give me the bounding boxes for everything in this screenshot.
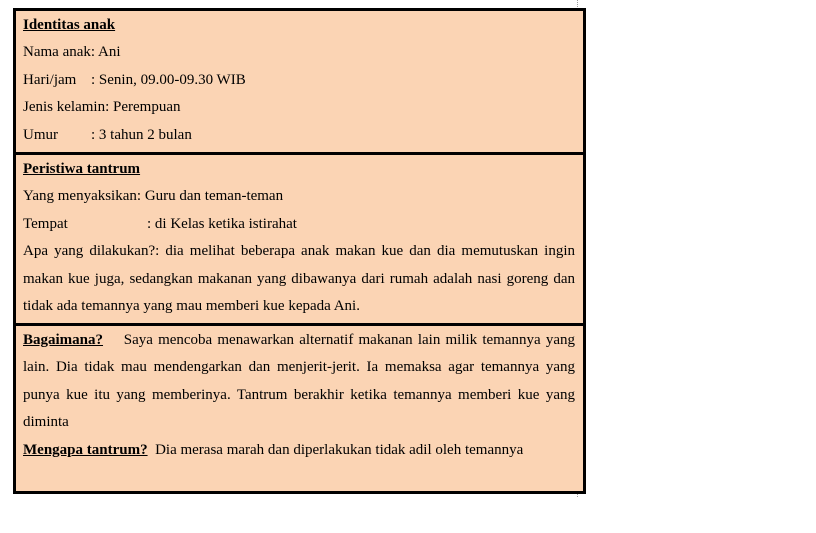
jenis-kelamin-label: Jenis kelamin:: [23, 99, 110, 116]
section-identitas-anak: [16, 11, 583, 152]
saksi-value: Guru dan teman-teman: [144, 188, 284, 205]
saksi-label: Yang menyaksikan:: [23, 188, 142, 205]
harijam-row: [23, 67, 575, 94]
umur-row: [23, 122, 575, 149]
bagaimana-text: Saya mencoba menawarkan alternatif makanan lain milik temannya yang lain. Dia tidak mau mendengarkan dan menjerit-jerit. Ia memaksa agar temannya yang punya kue itu yang memberinya. Tantrum berakhir ketika temannya memberi kue yang diminta: [23, 332, 575, 431]
bagaimana-paragraph: [23, 327, 575, 437]
tempat-label: Tempat: [23, 215, 68, 232]
saksi-row: [23, 183, 575, 210]
section-bagaimana-mengapa: [16, 323, 583, 491]
harijam-label: Hari/jam: [23, 71, 77, 88]
observation-table: [13, 8, 586, 494]
harijam-value: : Senin, 09.00-09.30 WIB: [91, 71, 246, 88]
umur-label: Umur: [23, 126, 58, 143]
peristiwa-heading: Peristiwa tantrum: [23, 161, 141, 177]
nama-row: [23, 39, 575, 66]
nama-label: Nama anak:: [23, 44, 96, 61]
identitas-heading: Identitas anak: [23, 17, 116, 33]
umur-value: : 3 tahun 2 bulan: [91, 126, 192, 143]
jenis-kelamin-value: Perempuan: [113, 99, 181, 116]
bagaimana-heading: Bagaimana?: [23, 332, 104, 348]
section-peristiwa-tantrum: [16, 152, 583, 323]
nama-value: Ani: [98, 44, 121, 61]
tempat-row: [23, 211, 575, 238]
mengapa-row: [23, 437, 575, 464]
mengapa-text: Dia merasa marah dan diperlakukan tidak adil oleh temannya: [155, 441, 524, 458]
mengapa-heading: Mengapa tantrum?: [23, 441, 148, 458]
apa-paragraph: Apa yang dilakukan?: dia melihat beberapa anak makan kue dan dia memutuskan ingin makan kue juga, sedangkan makanan yang dibawanya dari rumah adalah nasi goreng dan tidak ada temannya yang mau memberi kue kepada Ani.: [23, 243, 575, 314]
jenis-kelamin-row: [23, 94, 575, 121]
tempat-value: : di Kelas ketika istirahat: [147, 215, 297, 232]
